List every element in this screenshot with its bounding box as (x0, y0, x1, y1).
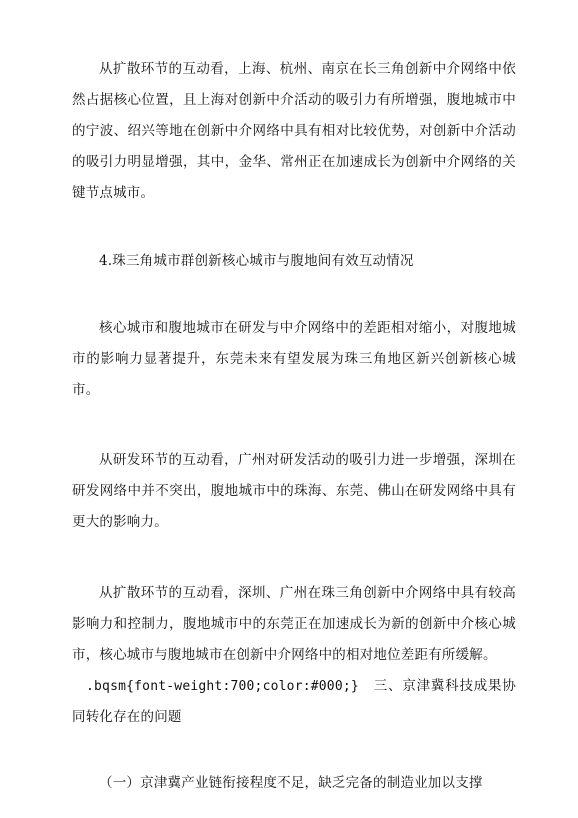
section-three-label: 三、京津冀科技成果协同转化存在的问题 (72, 678, 516, 725)
paragraph-pearl-diffusion: 从扩散环节的互动看，深圳、广州在珠三角创新中介网络中具有较高影响力和控制力，腹地城市中的东莞正在加速成长为新的创新中介核心城市，核心城市与腹地城市在创新中介网络中的相对地位差距有所缓解。 (72, 585, 516, 663)
paragraph-yangtze-diffusion: 从扩散环节的互动看，上海、杭州、南京在长三角创新中介网络中依然占据核心位置，且上海对创新中介活动的吸引力有所增强，腹地城市中的宁波、绍兴等地在创新中介网络中具有相对比较优势，对创新中介活动的吸引力明显增强，其中，金华、常州正在加速成长为创新中介网络的关键节点城市。 (72, 61, 516, 201)
heading-pearl-river-delta: 4.珠三角城市群创新核心城市与腹地间有效互动情况 (99, 253, 414, 269)
css-artifact-text: .bqsm{font-weight:700;color:#000;} (86, 679, 359, 694)
paragraph-pearl-research: 从研发环节的互动看，广州对研发活动的吸引力进一步增强，深圳在研发网络中并不突出，腹地城市中的珠海、东莞、佛山在研发网络中具有更大的影响力。 (72, 452, 516, 530)
subsection-one-title: （一）京津冀产业链衔接程度不足，缺乏完备的制造业加以支撑 (99, 775, 483, 791)
section-three-title (72, 671, 516, 733)
paragraph-pearl-core-hinterland: 核心城市和腹地城市在研发与中介网络中的差距相对缩小，对腹地城市的影响力显著提升，东莞未来有望发展为珠三角地区新兴创新核心城市。 (72, 320, 516, 398)
